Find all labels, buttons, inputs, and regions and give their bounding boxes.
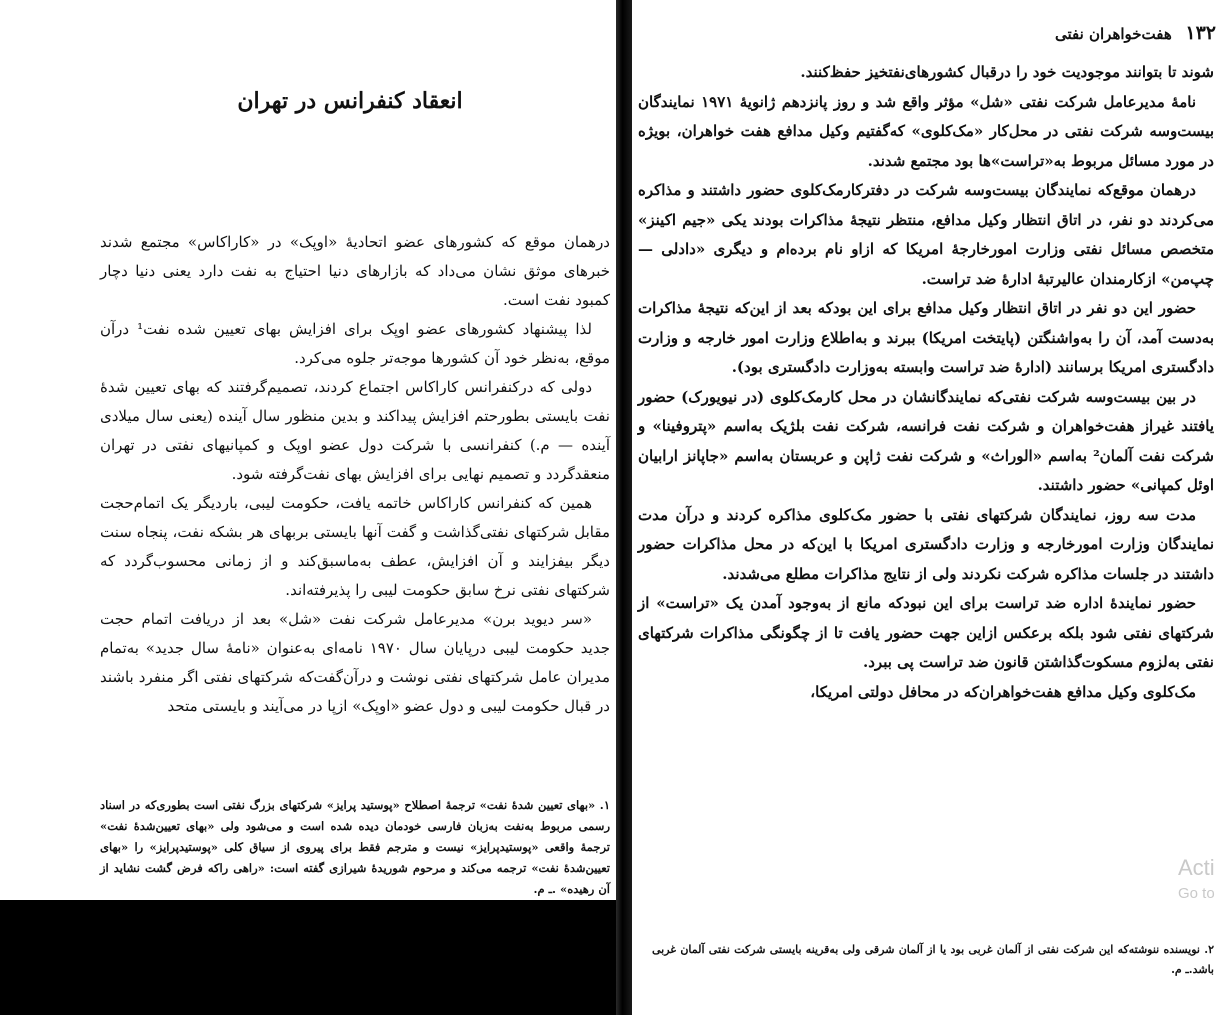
watermark-line: Go to xyxy=(1178,885,1215,902)
running-head xyxy=(1016,22,1216,44)
paragraph: حضور این دو نفر در اتاق انتظار وکیل مدافع برای این بودکه بعد از این‌که نتیجهٔ مذاکرات به‌دست آمد، آن را به‌واشنگتن (پایتخت امریکا) ببرند و به‌اطلاع وزارت امور خارجه و وزارت دادگستری امریکا برسانند (ادارهٔ ضد تراست وابسته به‌وزارت دادگستری بود). xyxy=(638,299,1214,376)
paragraph: نامهٔ مدیرعامل شرکت نفتی «شل» مؤثر واقع شد و روز پانزدهم ژانویهٔ ۱۹۷۱ نمایندگان بیست‌وسه شرکت نفتی در محل‌کار «مک‌کلوی» که‌گفتیم وکیل مدافع هفت خواهران، بویژه در مورد مسائل مربوط به‌«تراست»‌ها بود مجتمع شدند. xyxy=(638,92,1214,170)
paragraph: درهمان موقع که کشورهای عضو اتحادیهٔ «اوپک» در «کاراکاس» مجتمع شدند خبرهای موثق نشان می‌داد که بازارهای دنیا احتیاج به نفت دارد یعنی دنیا دچار کمبود نفت است. xyxy=(100,233,610,309)
paragraph: مک‌کلوی وکیل مدافع هفت‌خواهران‌که در محافل دولتی امریکا، xyxy=(810,682,1196,701)
footnote: ۱. «بهای تعیین شدهٔ نفت» ترجمهٔ اصطلاح «پوستید پرایز» شرکتهای بزرگ نفتی است بطوری‌که در اسناد رسمی مربوط به‌نفت به‌زبان فارسی خودمان دیده شده است و می‌شود ولی «بهای تعیین‌شدهٔ نفت» ترجمهٔ واقعی «پوستیدپرایز» نیست و مترجم فقط برای پیروی از سیاق کلی «پوستیدپرایز» را «بهای تعیین‌شدهٔ نفت» ترجمه می‌کند و مرحوم شوریدهٔ شیرازی گفته است: «راهی راکه فرض گشت نشاید از آن رهیده» .ـ م. xyxy=(100,798,610,896)
paragraph: در بین بیست‌وسه شرکت نفتی‌که نمایندگانشان در محل کارمک‌کلوی (در نیویورک) حضور یافتند غیراز هفت‌خواهران و شرکت نفت فرانسه، شرکت نفت بلژیک به‌اسم «پتروفینا» و شرکت نفت آلمان² به‌اسم «الوراث» و شرکت نفت ژاپن و عربستان به‌اسم «جاپانز ارابیان اوئل کمپانی» حضور داشتند. xyxy=(638,387,1214,494)
running-title: هفت‌خواهران نفتی xyxy=(1054,25,1172,43)
watermark-line: Acti xyxy=(1178,855,1215,880)
scan-dark-border xyxy=(0,900,630,1015)
paragraph: مدت سه روز، نمایندگان شرکتهای نفتی با حضور مک‌کلوی مذاکره کردند و درآن مدت نمایندگان وزارت امورخارجه و وزارت دادگستری امریکا با این‌که در محل مذاکرات حضور داشتند در جلسات مذاکره شرکت نکردند ولی از نتایج مذاکرات مطلع می‌شدند. xyxy=(638,505,1214,583)
paragraph: لذا پیشنهاد کشورهای عضو اوپک برای افزایش بهای تعیین شده نفت¹ درآن موقع، به‌نظر خود آن کشورها موجه‌تر جلوه می‌کرد. xyxy=(100,320,610,367)
chapter-title: انعقاد کنفرانس در تهران xyxy=(237,88,463,114)
right-page xyxy=(632,0,1228,1015)
left-page xyxy=(0,0,618,900)
activation-watermark xyxy=(1178,855,1215,902)
paragraph: «سر دیوید برن» مدیرعامل شرکت نفت «شل» بعد از دریافت اتمام حجت جدید حکومت لیبی درپایان سال ۱۹۷۰ نامه‌ای به‌عنوان «نامهٔ سال جدید» به‌تمام مدیران عامل شرکتهای نفتی نوشت و درآن‌گفت‌که شرکتهای نفتی اگر منفرد باشند در قبال حکومت لیبی و دول عضو «اوپک» ازپا در می‌آیند و بایستی متحد xyxy=(100,610,610,715)
paragraph: شوند تا بتوانند موجودیت خود را درقبال کشورهای‌نفتخیز حفظ‌کنند. xyxy=(800,63,1214,81)
left-page-body xyxy=(100,228,610,721)
page-number: ۱۳۲ xyxy=(1185,22,1216,44)
paragraph: همین که کنفرانس کاراکاس خاتمه یافت، حکومت لیبی، باردیگر یک اتمام‌حجت مقابل شرکتهای نفتی‌گذاشت و گفت آنها بایستی بربهای هر بشکه نفت، پنجاه سنت دیگر بیفزایند و آن افزایش، عطف به‌ماسبق‌کند و از زمانی محسوب‌گردد که شرکتهای نفتی نرخ سابق حکومت لیبی را پذیرفته‌اند. xyxy=(100,494,610,599)
book-gutter xyxy=(616,0,632,1015)
paragraph: دولی که درکنفرانس کاراکاس اجتماع کردند، تصمیم‌گرفتند که بهای تعیین شدهٔ نفت بایستی بطورحتم افزایش پیداکند و بدین منظور سال آینده (یعنی سال میلادی آینده — م.) کنفرانسی با شرکت دول عضو اوپک و کمپانیهای نفتی در تهران منعقدگردد و تصمیم نهایی برای افزایش بهای نفت‌گرفته شود. xyxy=(100,378,610,483)
footnote: ۲. نویسنده ننوشته‌که این شرکت نفتی از آلمان غربی بود یا از آلمان شرقی ولی به‌قرینه بایستی شرکت نفتی آلمان غربی باشد.ـ م. xyxy=(652,943,1214,976)
right-page-body xyxy=(638,58,1214,707)
paragraph: درهمان موقع‌که نمایندگان بیست‌وسه شرکت در دفترکارمک‌کلوی حضور داشتند و مذاکره می‌کردند دو نفر، در اتاق انتظار وکیل مدافع، منتظر نتیجهٔ مذاکرات بودند یکی «جیم اکینز» متخصص مسائل نفتی وزارت امورخارجهٔ امریکا که ازاو نام برده‌ام و دیگری «دادلی — چپ‌من» ازکارمندان عالیرتبهٔ ادارهٔ ضد تراست. xyxy=(638,181,1214,288)
paragraph: حضور نمایندهٔ اداره ضد تراست برای این نبودکه مانع از به‌وجود آمدن یک «تراست» از شرکتهای نفتی شود بلکه برعکس ازاین جهت حضور یافت تا از چگونگی مذاکرات شرکتهای نفتی به‌لزوم مسکوت‌گذاشتن قانون ضد تراست پی ببرد. xyxy=(638,594,1214,671)
